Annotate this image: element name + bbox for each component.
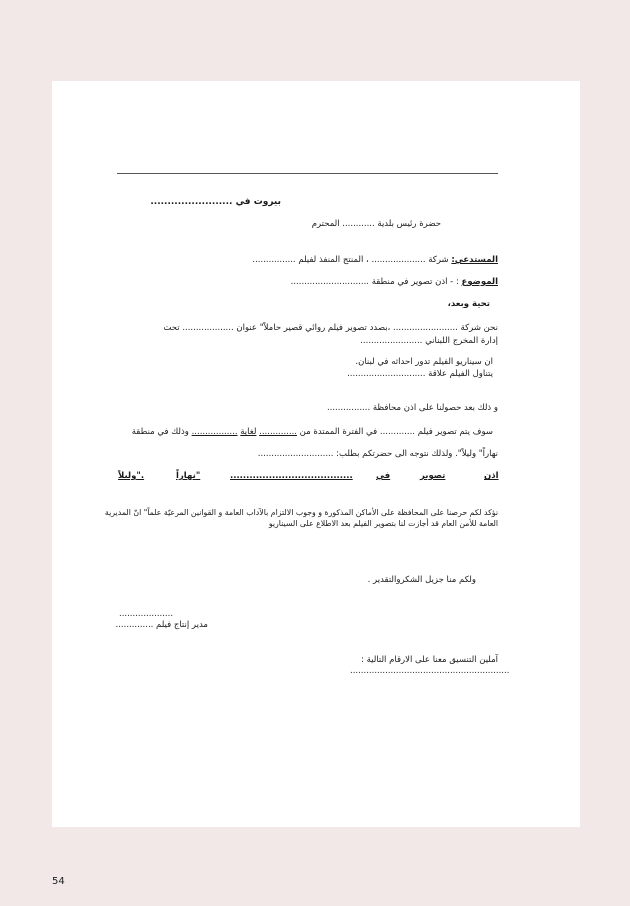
permit-row-word-3: في [376, 471, 391, 481]
permit-row-day: نهاراً" [176, 471, 201, 481]
permit-line: و ذلك بعد حصولنا على اذن محافظة ................ [326, 403, 498, 413]
permit-row-word-2: تصوير [420, 471, 446, 481]
body-line-1: نحن شركة ........................ ،بصدد تصوير فيلم روائي قصير حاملاً" عنوان ................... تحت [163, 323, 498, 333]
shoot-to: ................. [191, 427, 238, 437]
permit-row-night: وليلاً". [118, 471, 145, 481]
contact-dots: ........................................................... [350, 666, 510, 676]
contact-label: آملين التنسيق معنا على الارقام التالية : [361, 655, 498, 665]
shoot-from: .............. [259, 427, 297, 437]
shoot-to-label: لغاية [240, 427, 257, 437]
page-number: 54 [52, 876, 65, 887]
thanks-line: ولكم منا جزيل الشكروالتقدير . [367, 575, 476, 585]
scenario-line-2: يتناول الفيلم علاقة ............................. [347, 369, 493, 379]
permit-row-dots: ...................................... [230, 471, 353, 481]
applicant-line [252, 255, 498, 266]
signature-dots: .................... [119, 609, 174, 619]
day-night-line: نهاراً" وليلاً". ولذلك نتوجه الى حضرتكم بطلب: ............................ [257, 449, 498, 459]
subject-text: : - اذن تصوير في منطقة ............................. [290, 277, 459, 287]
scenario-line-1: ان سيناريو الفيلم تدور احداثه في لبنان. [355, 357, 493, 367]
permit-row-word-1: اذن [484, 471, 499, 481]
shoot-suffix: وذلك في منطقة [131, 427, 189, 437]
applicant-text: شركة .................... ، المنتج المنفذ لفيلم ................ [252, 255, 449, 265]
signature-title: مدير إنتاج فيلم .............. [115, 620, 208, 630]
assurance-line-2: العامة للأمن العام قد أجازت لنا بتصوير الفيلم بعد الاطلاع على السيناريو [268, 519, 498, 528]
subject-label: الموضوع [461, 277, 498, 287]
shoot-prefix: سوف يتم تصوير فيلم ............. في الفترة الممتدة من [299, 427, 493, 437]
body-line-2: إدارة المخرج اللبناني ....................... [360, 336, 498, 346]
header-divider [117, 173, 498, 174]
assurance-line-1: نؤكد لكم حرصنا على المحافظة على الأماكن المذكورة و وجوب الالتزام بالآداب العامة و القوانين المرعيّة علماً" انّ المديرية [104, 508, 498, 517]
subject-line [291, 277, 498, 288]
place-date: بيروت في ........................ [150, 197, 281, 207]
greeting: تحية وبعد، [447, 299, 490, 309]
applicant-label: المستدعي: [451, 255, 498, 265]
addressee: حضرة رئيس بلدية ............ المحترم [311, 219, 441, 229]
shoot-dates-line [132, 427, 493, 438]
